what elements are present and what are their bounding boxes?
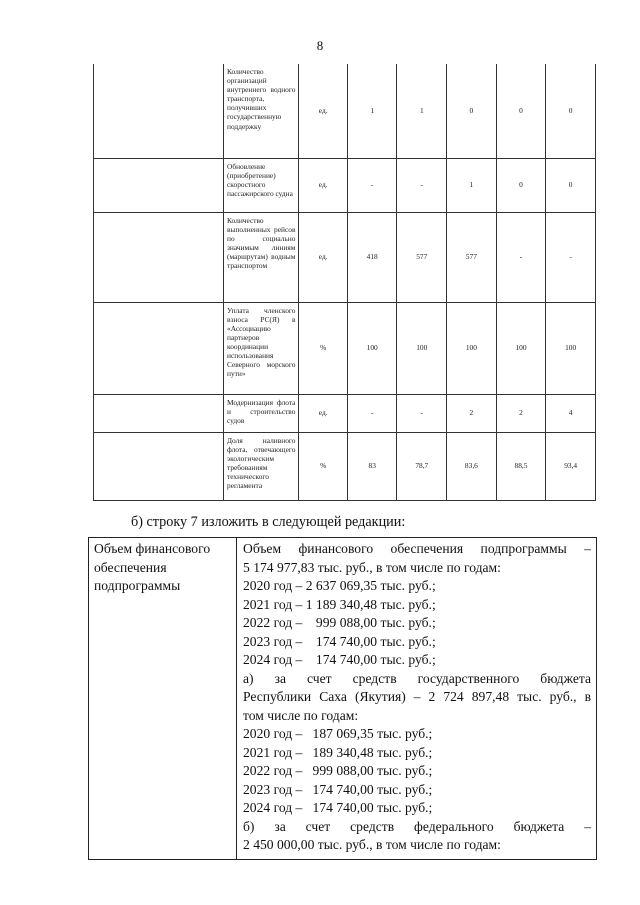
- financing-line: 2022 год – 999 088,00 тыс. руб.;: [243, 763, 433, 778]
- financing-line: 2023 год – 174 740,00 тыс. руб.;: [243, 781, 433, 797]
- indicator-value: -: [397, 394, 447, 432]
- indicator-name: Количество организаций внутреннего водного транспорта, получивших государственную поддержку: [224, 64, 299, 158]
- indicator-value: 83: [347, 432, 397, 500]
- financing-line: б) за счет средств федерального бюджета –: [243, 818, 591, 834]
- financing-line: 2020 год – 2 637 069,35 тыс. руб.;: [243, 578, 436, 593]
- indicator-empty-cell: [94, 432, 224, 500]
- financing-line: 2020 год – 187 069,35 тыс. руб.;: [243, 726, 433, 741]
- indicator-row: [94, 212, 596, 302]
- indicator-value: 100: [347, 302, 397, 394]
- financing-line: 2021 год – 189 340,48 тыс. руб.;: [243, 744, 433, 760]
- indicator-value: -: [546, 212, 596, 302]
- indicator-empty-cell: [94, 158, 224, 212]
- indicator-name: Модернизация флота и строительство судов: [224, 394, 299, 432]
- indicator-value: 100: [397, 302, 447, 394]
- indicator-value: 100: [447, 302, 497, 394]
- financing-line: 2 450 000,00 тыс. руб., в том числе по годам:: [243, 837, 501, 852]
- financing-line: 5 174 977,83 тыс. руб., в том числе по годам:: [243, 559, 501, 575]
- indicator-unit: ед.: [299, 64, 348, 158]
- indicator-value: 577: [447, 212, 497, 302]
- indicator-value: 0: [447, 64, 497, 158]
- indicator-value: 418: [347, 212, 397, 302]
- indicator-value: 93,4: [546, 432, 596, 500]
- edit-instruction: б) строку 7 изложить в следующей редакции:: [131, 514, 406, 530]
- indicator-empty-cell: [94, 302, 224, 394]
- financing-line: Объем финансового обеспечения подпрограммы –: [243, 541, 591, 556]
- indicator-empty-cell: [94, 212, 224, 302]
- page-number: 8: [316, 38, 324, 53]
- indicator-row: [94, 64, 596, 158]
- indicator-unit: ед.: [299, 394, 348, 432]
- financing-label: Объем финансового обеспечения подпрограммы: [89, 538, 237, 860]
- indicator-value: 100: [496, 302, 546, 394]
- indicator-value: 577: [397, 212, 447, 302]
- financing-line: том числе по годам:: [243, 707, 359, 723]
- financing-line: 2023 год – 174 740,00 тыс. руб.;: [243, 633, 436, 649]
- financing-content: [237, 538, 597, 860]
- indicator-unit: ед.: [299, 212, 348, 302]
- indicator-value: 2: [496, 394, 546, 432]
- indicator-name: Количество выполненных рейсов по социально значимым линиям (маршрутам) водным транспортом: [224, 212, 299, 302]
- indicator-unit: %: [299, 432, 348, 500]
- indicator-value: 1: [347, 64, 397, 158]
- indicator-row: [94, 432, 596, 500]
- indicator-value: 78,7: [397, 432, 447, 500]
- indicator-value: 0: [496, 158, 546, 212]
- indicator-value: 0: [546, 158, 596, 212]
- financing-line: Республики Саха (Якутия) – 2 724 897,48 тыс. руб., в: [243, 689, 591, 704]
- indicators-table: [93, 64, 596, 501]
- indicator-value: 100: [546, 302, 596, 394]
- financing-line: а) за счет средств государственного бюджета: [243, 670, 591, 686]
- indicator-name: Уплата членского взноса РС(Я) в «Ассоциацию партнеров координации использования Северного морского пути»: [224, 302, 299, 394]
- financing-table: [88, 537, 597, 860]
- indicator-value: -: [397, 158, 447, 212]
- indicator-value: 4: [546, 394, 596, 432]
- indicator-row: [94, 394, 596, 432]
- indicator-value: 2: [447, 394, 497, 432]
- indicator-value: 1: [397, 64, 447, 158]
- financing-row: [89, 538, 597, 860]
- indicator-row: [94, 302, 596, 394]
- indicator-value: -: [347, 394, 397, 432]
- indicator-row: [94, 158, 596, 212]
- indicator-value: -: [496, 212, 546, 302]
- indicator-value: 88,5: [496, 432, 546, 500]
- indicator-empty-cell: [94, 64, 224, 158]
- indicator-unit: %: [299, 302, 348, 394]
- indicator-name: Обновление (приобретение) скоростного пассажирского судна: [224, 158, 299, 212]
- financing-line: 2021 год – 1 189 340,48 тыс. руб.;: [243, 596, 436, 612]
- financing-line: 2024 год – 174 740,00 тыс. руб.;: [243, 652, 436, 667]
- indicator-name: Доля наливного флота, отвечающего экологическим требованиям технического регламента: [224, 432, 299, 500]
- financing-line: 2024 год – 174 740,00 тыс. руб.;: [243, 800, 433, 815]
- indicator-value: 0: [496, 64, 546, 158]
- indicator-value: 83,6: [447, 432, 497, 500]
- indicator-value: 0: [546, 64, 596, 158]
- financing-line: 2022 год – 999 088,00 тыс. руб.;: [243, 615, 436, 630]
- indicator-unit: ед.: [299, 158, 348, 212]
- indicator-value: 1: [447, 158, 497, 212]
- indicator-value: -: [347, 158, 397, 212]
- indicator-empty-cell: [94, 394, 224, 432]
